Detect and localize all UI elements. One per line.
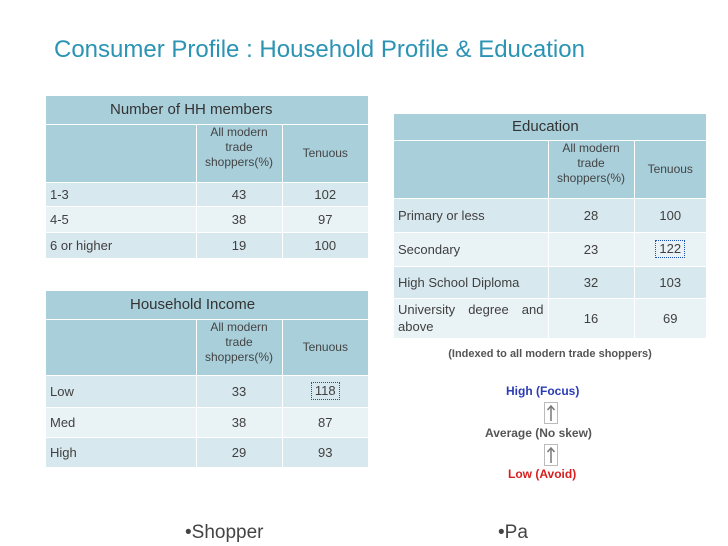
row-value-all: 32 bbox=[548, 266, 634, 298]
hh-income-col-tenuous: Tenuous bbox=[282, 319, 368, 375]
row-label: 6 or higher bbox=[46, 232, 196, 258]
row-value-all: 29 bbox=[196, 437, 282, 467]
bullet-shopper: •Shopper bbox=[185, 522, 264, 543]
row-value-tenuous: 97 bbox=[282, 206, 368, 232]
hh-income-heading: Household Income bbox=[130, 296, 256, 314]
row-label: Primary or less bbox=[394, 198, 548, 232]
row-value-tenuous: 87 bbox=[282, 407, 368, 437]
row-value-tenuous: 93 bbox=[282, 437, 368, 467]
hh-income-table bbox=[46, 291, 368, 468]
row-value-tenuous: 69 bbox=[634, 298, 706, 338]
row-value-all: 33 bbox=[196, 375, 282, 407]
row-label: High bbox=[46, 437, 196, 467]
legend-low: Low (Avoid) bbox=[508, 467, 577, 481]
education-col-all: All modern trade shoppers(%) bbox=[548, 140, 634, 198]
row-value-all: 23 bbox=[548, 232, 634, 266]
education-heading: Education bbox=[512, 118, 579, 136]
table-row bbox=[46, 206, 368, 232]
hh-members-heading: Number of HH members bbox=[110, 101, 273, 119]
row-value-all: 19 bbox=[196, 232, 282, 258]
row-value-all: 38 bbox=[196, 407, 282, 437]
table-row bbox=[46, 407, 368, 437]
table-row bbox=[394, 266, 706, 298]
row-label: High School Diploma bbox=[394, 266, 548, 298]
hh-income-col-all: All modern trade shoppers(%) bbox=[196, 319, 282, 375]
hh-members-col-tenuous: Tenuous bbox=[282, 124, 368, 182]
bullet-pa: •Pa bbox=[498, 522, 528, 543]
table-row bbox=[46, 437, 368, 467]
table-row bbox=[46, 182, 368, 206]
row-label: Low bbox=[46, 375, 196, 407]
row-value-tenuous: 102 bbox=[282, 182, 368, 206]
arrow-up-icon bbox=[544, 444, 558, 466]
row-value-tenuous: 100 bbox=[634, 198, 706, 232]
table-row bbox=[46, 232, 368, 258]
table-row bbox=[394, 232, 706, 266]
row-label: 1-3 bbox=[46, 182, 196, 206]
arrow-up-icon bbox=[544, 402, 558, 424]
row-value-all: 38 bbox=[196, 206, 282, 232]
table-row bbox=[46, 375, 368, 407]
row-value-all: 28 bbox=[548, 198, 634, 232]
row-label: Secondary bbox=[394, 232, 548, 266]
legend-average: Average (No skew) bbox=[485, 426, 592, 440]
education-table bbox=[394, 114, 706, 339]
row-value-all: 43 bbox=[196, 182, 282, 206]
highlighted-value: 118 bbox=[311, 382, 340, 400]
row-label: University degree and above bbox=[394, 298, 548, 338]
highlighted-value: 122 bbox=[655, 240, 685, 258]
hh-members-table bbox=[46, 96, 368, 259]
row-value-tenuous: 100 bbox=[282, 232, 368, 258]
row-value-tenuous: 103 bbox=[634, 266, 706, 298]
table-row bbox=[394, 198, 706, 232]
page-title: Consumer Profile : Household Profile & Education bbox=[54, 36, 585, 63]
education-col-tenuous: Tenuous bbox=[634, 140, 706, 198]
hh-members-col-all: All modern trade shoppers(%) bbox=[196, 124, 282, 182]
row-label: Med bbox=[46, 407, 196, 437]
legend-high: High (Focus) bbox=[506, 384, 580, 398]
table-row bbox=[394, 298, 706, 338]
row-label: 4-5 bbox=[46, 206, 196, 232]
row-value-all: 16 bbox=[548, 298, 634, 338]
index-note: (Indexed to all modern trade shoppers) bbox=[448, 348, 652, 360]
